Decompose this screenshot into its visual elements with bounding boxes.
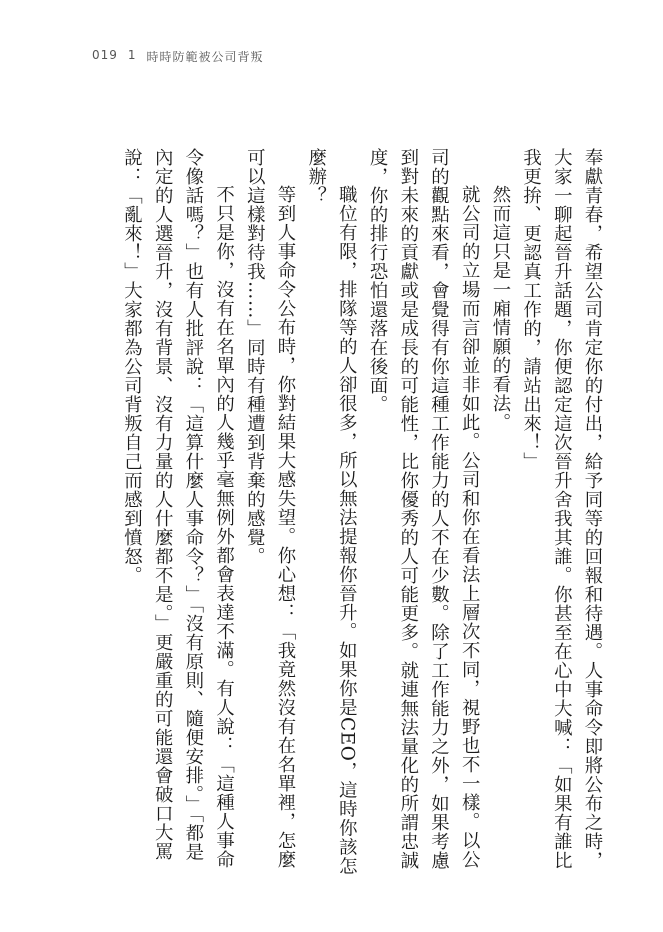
paragraph: 等到人事命令公布時，你對結果大感失望。你心想：「我竟然沒有在名單裡，怎麼可以這樣對待我……」同時有種遭到背棄的感覺。 [244, 148, 296, 869]
paragraph: 奉獻青春，希望公司肯定你的付出，給予同等的回報和待遇。人事命令即將公布之時，大家一聊起晉升話題，你便認定這次晉升舍我其誰。你甚至在心中大喊：「如果有誰比我更拚、更認真工作的，請站出來！」 [520, 148, 603, 870]
paragraph: 職位有限，排隊等的人卻很多，所以無法提報你晉升。如果你是CEO，這時你該怎麼辦？ [305, 148, 358, 876]
page-number: 019 [92, 48, 118, 62]
chapter-title: 時時防範被公司背叛 [146, 50, 264, 64]
paragraph: 不只是你，沒有在名單內的人幾乎毫無例外都會表達不滿。有人說：「這種人事命令像話嗎？」也有人批評說：「這算什麼人事命令？」「沒有原則、隨便安排。」「都是內定的人選晉升，沒有背景、沒有力量的人什麼都不是。」更嚴重的可能還會破口大罵說：「亂來！」大家都為公司背叛自己而感到憤怒。 [121, 148, 235, 869]
vertical-body-text [47, 148, 607, 878]
paragraph: 就公司的立場而言卻並非如此。公司和你在看法上層次不同，視野也不一樣。以公司的觀點來看，會覺得有你這種工作能力的人不在少數。除了工作能力之外，如果考慮到對未來的貢獻或是成長的可能性，比你優秀的人可能更多。就連無法量化的所謂忠誠度，你的排行恐怕還落在後面。 [367, 148, 481, 870]
running-header [92, 48, 264, 65]
paragraph: 然而這只是一廂情願的看法。 [489, 184, 511, 432]
chapter-number: 1 [127, 48, 137, 62]
